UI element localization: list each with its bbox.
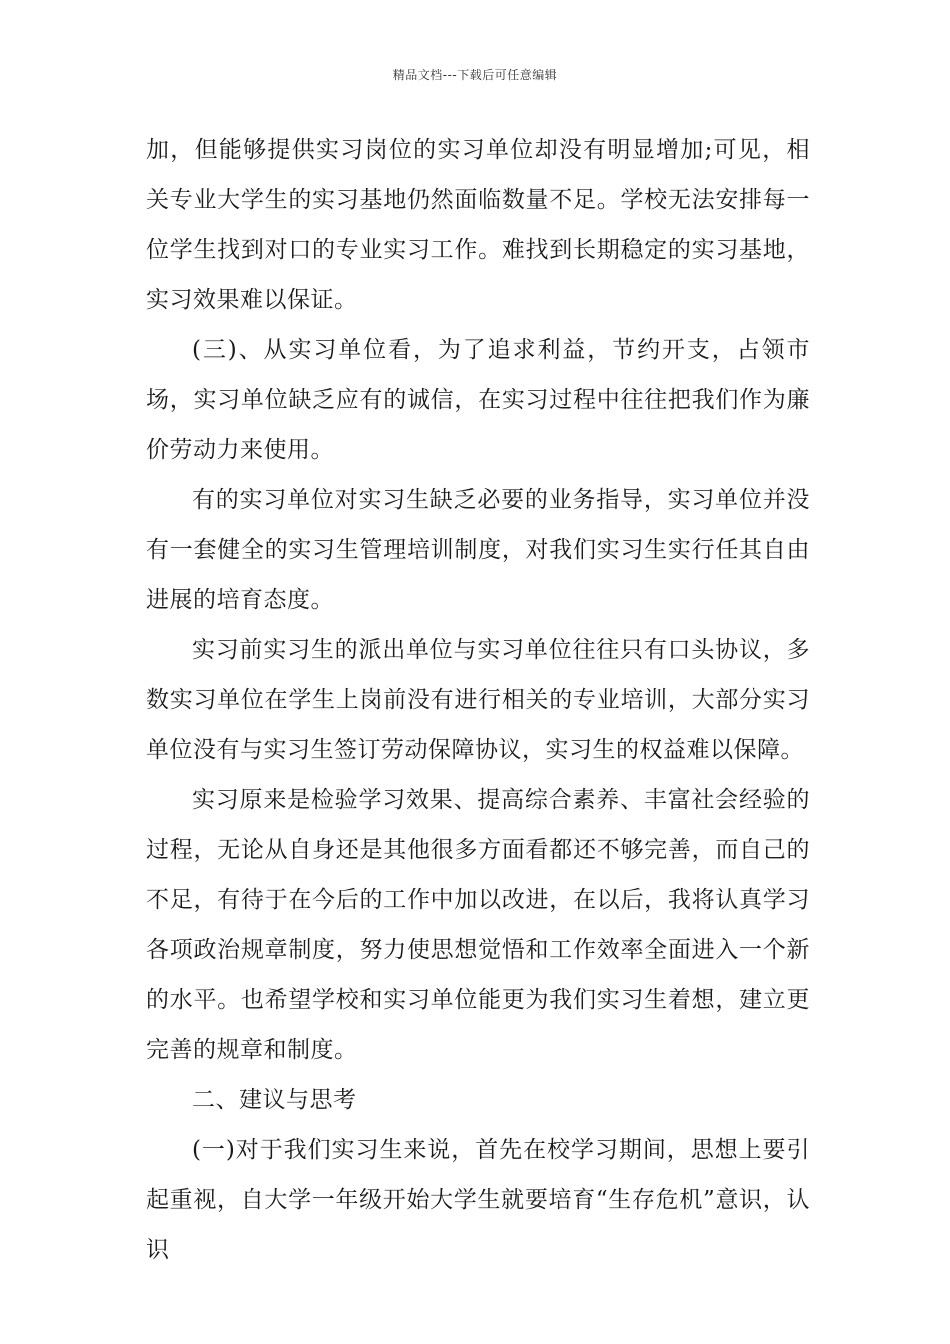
paragraph-2: (三)、从实习单位看，为了追求利益，节约开支，占领市场，实习单位缺乏应有的诚信，在实习过程中往往把我们作为廉价劳动力来使用。 — [146, 337, 810, 463]
paragraph-5: 实习原来是检验学习效果、提高综合素养、丰富社会经验的过程，无论从自身还是其他很多方面看都还不够完善，而自己的不足，有待于在今后的工作中加以改进，在以后，我将认真学习各项政治规章制度，努力使思想觉悟和工作效率全面进入一个新的水平。也希望学校和实习单位能更为我们实习生着想，建立更完善的规章和制度。 — [146, 787, 810, 1063]
paragraph-1: 加，但能够提供实习岗位的实习单位却没有明显增加;可见，相关专业大学生的实习基地仍然面临数量不足。学校无法安排每一位学生找到对口的专业实习工作。难找到长期稳定的实习基地，实习效果难以保证。 — [146, 137, 810, 313]
document-body — [146, 125, 810, 1275]
paragraph-3: 有的实习单位对实习生缺乏必要的业务指导，实习单位并没有一套健全的实习生管理培训制度，对我们实习生实行任其自由进展的培育态度。 — [146, 487, 810, 613]
paragraph-6: (一)对于我们实习生来说，首先在校学习期间，思想上要引起重视，自大学一年级开始大学生就要培育“生存危机”意识，认识 — [146, 1137, 810, 1263]
page-header: 精品文档---下载后可任意编辑 — [392, 68, 558, 82]
section-heading: 二、建议与思考 — [192, 1087, 357, 1113]
paragraph-4: 实习前实习生的派出单位与实习单位往往只有口头协议，多数实习单位在学生上岗前没有进行相关的专业培训，大部分实习单位没有与实习生签订劳动保障协议，实习生的权益难以保障。 — [146, 637, 810, 763]
